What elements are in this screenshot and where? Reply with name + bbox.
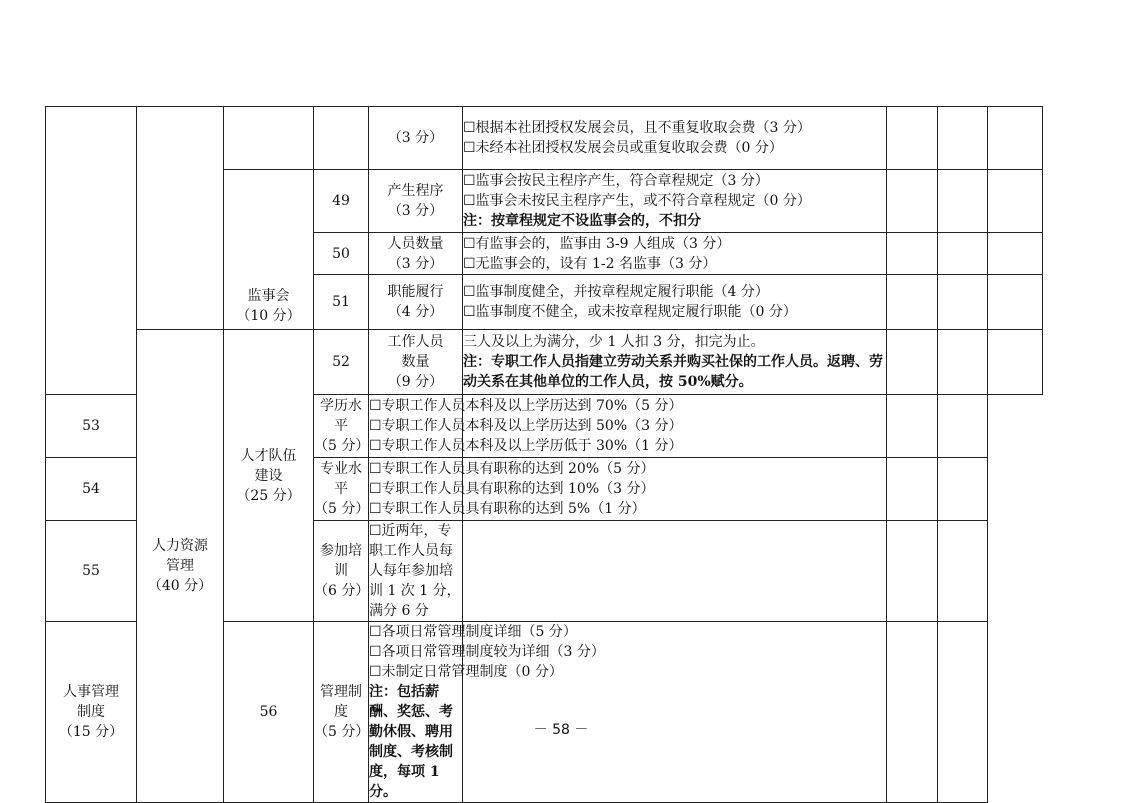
item-number: 53 (46, 395, 137, 458)
criteria-cell (463, 107, 887, 170)
group-title: 人事管理 (63, 684, 119, 700)
category-score: （40 分） (147, 578, 213, 594)
group-title: 监事会 (247, 288, 290, 304)
group-team (224, 330, 314, 622)
item-score: （3 分） (387, 203, 444, 219)
item-name (369, 170, 463, 233)
item-score: （5 分） (314, 501, 370, 517)
criteria-line: ☐各项日常管理制度详细（5 分） (369, 624, 577, 640)
item-number-empty (314, 107, 369, 170)
group-score: （25 分） (236, 487, 301, 504)
subcategory-cell-empty (137, 107, 224, 330)
item-number: 50 (314, 233, 369, 275)
score-cell (938, 330, 988, 395)
item-score: （6 分） (314, 583, 370, 599)
item-score: （3 分） (369, 107, 463, 170)
item-name (369, 275, 463, 330)
score-cell (887, 170, 938, 233)
score-cell (938, 458, 988, 521)
item-name (314, 395, 369, 458)
criteria-line: ☐专职工作人员本科及以上学历达到 70%（5 分） (369, 398, 683, 414)
item-name (314, 622, 369, 803)
page-number: － 58 － (533, 722, 589, 738)
criteria-line: ☐监事会未按民主程序产生，或不符合章程规定（0 分） (463, 193, 811, 209)
item-score: （3 分） (387, 255, 444, 272)
criteria-cell (369, 395, 683, 458)
criteria-note: 注：按章程规定不设监事会的，不扣分 (463, 213, 701, 229)
item-score: （4 分） (387, 304, 444, 320)
item-number: 52 (314, 330, 369, 395)
score-cell (938, 170, 988, 233)
criteria-line: ☐无监事会的，设有 1-2 名监事（3 分） (463, 255, 717, 272)
item-name-text: 数量 (401, 354, 430, 370)
table-row (46, 107, 1043, 170)
score-cell (938, 233, 988, 275)
score-cell (938, 622, 988, 803)
item-number: 54 (46, 458, 137, 521)
item-name-text: 学历水平 (320, 398, 362, 434)
score-cell (887, 395, 938, 458)
item-name-text: 人员数量 (387, 235, 444, 252)
score-cell (938, 521, 988, 622)
score-cell (988, 233, 1043, 275)
criteria-note: 注：包括薪酬、奖惩、考勤休假、聘用制度、考核制度，每项 1 分。 (369, 684, 453, 800)
criteria-cell (463, 170, 887, 233)
score-cell (887, 458, 938, 521)
criteria-line: ☐监事会按民主程序产生，符合章程规定（3 分） (463, 173, 769, 189)
criteria-line: 三人及以上为满分，少 1 人扣 3 分，扣完为止。 (463, 334, 765, 350)
item-score: （9 分） (387, 374, 444, 390)
table-row (46, 330, 1043, 395)
group-score: （10 分） (236, 308, 301, 324)
criteria-cell (369, 458, 655, 521)
item-name-text: 产生程序 (387, 183, 444, 199)
category-title: 管理 (166, 558, 194, 574)
criteria-line: ☐各项日常管理制度较为详细（3 分） (369, 644, 605, 660)
score-cell (887, 275, 938, 330)
criteria-line: ☐近两年，专职工作人员每人每年参加培训 1 次 1 分，满分 6 分 (369, 523, 461, 619)
item-score: （5 分） (314, 724, 370, 740)
item-number: 49 (314, 170, 369, 233)
group-score: （15 分） (58, 724, 124, 740)
criteria-line: ☐监事制度不健全，或未按章程规定履行职能（0 分） (463, 304, 797, 320)
group-personnel (46, 622, 137, 803)
score-cell (988, 170, 1043, 233)
criteria-line: ☐专职工作人员本科及以上学历达到 50%（3 分） (369, 418, 683, 434)
group-title: 人才队伍 (240, 447, 297, 464)
item-name-text: 工作人员 (387, 334, 444, 350)
criteria-line: ☐未制定日常管理制度（0 分） (369, 664, 563, 680)
criteria-cell (369, 521, 463, 622)
item-name (314, 458, 369, 521)
criteria-cell (463, 233, 887, 275)
score-cell (887, 521, 938, 622)
score-cell (938, 107, 988, 170)
score-cell (988, 107, 1043, 170)
criteria-line: ☐有监事会的，监事由 3-9 人组成（3 分） (463, 235, 731, 252)
criteria-line: ☐监事制度健全，并按章程规定履行职能（4 分） (463, 284, 769, 300)
item-name (369, 233, 463, 275)
item-name (314, 521, 369, 622)
score-cell (463, 521, 887, 622)
criteria-line: ☐专职工作人员本科及以上学历低于 30%（1 分） (369, 438, 683, 454)
item-number: 51 (314, 275, 369, 330)
criteria-line: ☐专职工作人员具有职称的达到 5%（1 分） (369, 501, 646, 517)
item-name (369, 330, 463, 395)
criteria-cell (463, 330, 887, 395)
criteria-line: ☐专职工作人员具有职称的达到 10%（3 分） (369, 481, 655, 497)
group-title: 制度 (77, 704, 105, 720)
item-number: 56 (224, 622, 314, 803)
item-number: 55 (46, 521, 137, 622)
item-score: （5 分） (314, 438, 370, 454)
score-cell (938, 275, 988, 330)
category-title: 人力资源 (152, 538, 208, 554)
item-name-text: 专业水平 (320, 461, 362, 497)
criteria-cell (463, 275, 887, 330)
score-cell (988, 330, 1043, 395)
item-name-text: 参加培训 (320, 543, 362, 579)
category-cell-empty (46, 107, 137, 395)
score-cell (887, 622, 938, 803)
criteria-line: ☐未经本社团授权发展会员或重复收取会费（0 分） (463, 140, 783, 156)
score-cell (887, 330, 938, 395)
item-name-text: 职能履行 (387, 284, 444, 300)
criteria-note: 注：专职工作人员指建立劳动关系并购买社保的工作人员。返聘、劳动关系在其他单位的工作人员，按 50%赋分。 (463, 354, 883, 390)
score-cell (887, 107, 938, 170)
criteria-line: ☐专职工作人员具有职称的达到 20%（5 分） (369, 461, 655, 477)
score-cell (887, 233, 938, 275)
group-title: 建设 (254, 467, 283, 484)
group-cell-empty (224, 107, 314, 170)
score-cell (938, 395, 988, 458)
score-cell (988, 275, 1043, 330)
evaluation-table (45, 106, 1043, 803)
group-jianshihui (224, 170, 314, 330)
item-name-text: 管理制度 (320, 684, 362, 720)
criteria-line: ☐根据本社团授权发展会员，且不重复收取会费（3 分） (463, 120, 811, 136)
